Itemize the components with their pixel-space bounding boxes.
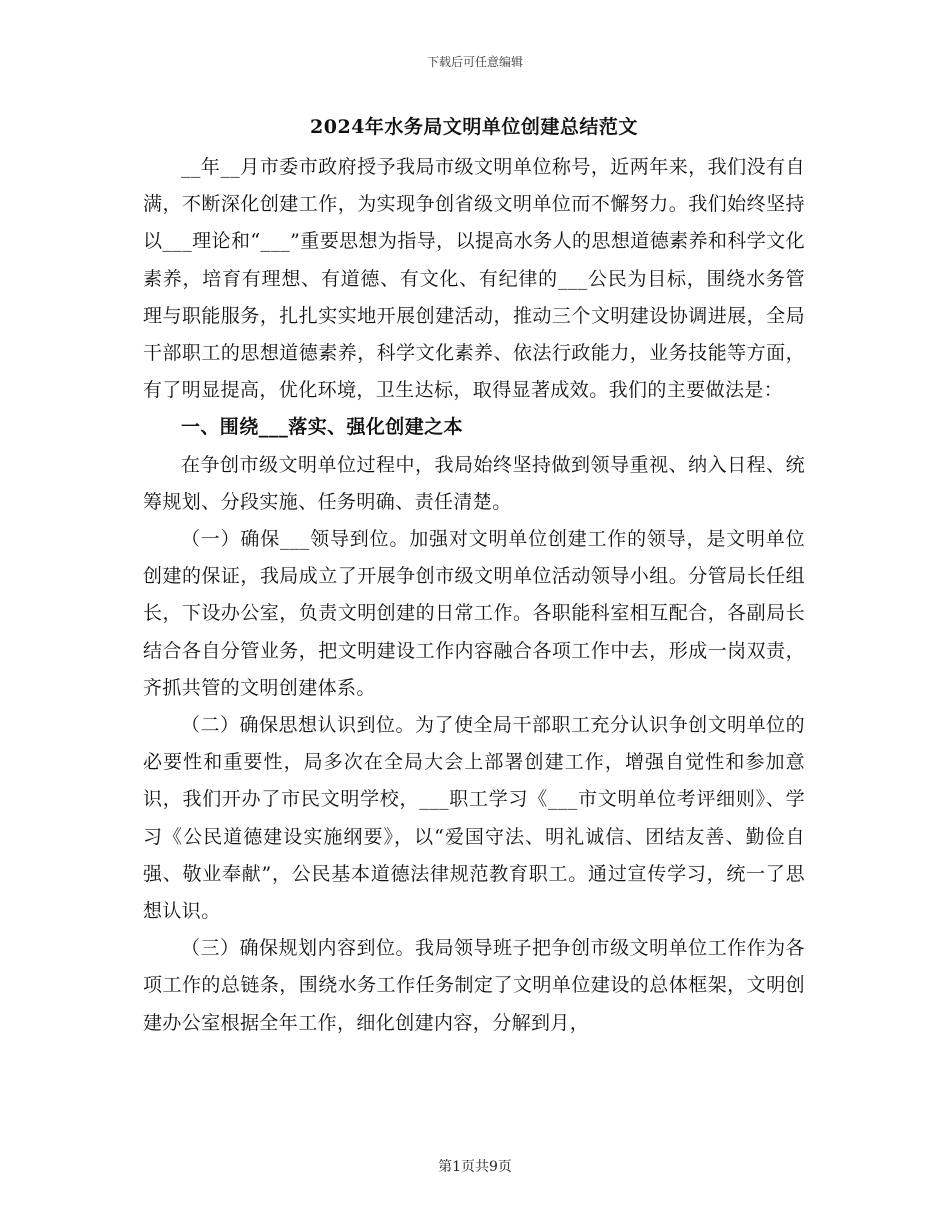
page-number: 第1页共9页 [438, 1159, 512, 1175]
document-body [143, 113, 805, 1042]
paragraph-section-1-intro: 在争创市级文明单位过程中，我局始终坚持做到领导重视、纳入日程、统筹规划、分段实施、任务明确、责任清楚。 [143, 453, 805, 513]
section-heading-1: 一、围绕___落实、强化创建之本 [181, 416, 463, 439]
document-title: 2024年水务局文明单位创建总结范文 [310, 116, 638, 138]
paragraph-item-1: （一）确保___领导到位。加强对文明单位创建工作的领导，是文明单位创建的保证，我局成立了开展争创市级文明单位活动领导小组。分管局长任组长，下设办公室，负责文明创建的日常工作。各职能科室相互配合，各副局长结合各自分管业务，把文明建设工作内容融合各项工作中去，形成一岗双责，齐抓共管的文明创建体系。 [143, 528, 805, 699]
paragraph-item-2: （二）确保思想认识到位。为了使全局干部职工充分认识争创文明单位的必要性和重要性，局多次在全局大会上部署创建工作，增强自觉性和参加意识，我们开办了市民文明学校，___职工学习《___市文明单位考评细则》、学习《公民道德建设实施纲要》，以“爱国守法、明礼诚信、团结友善、勤俭自强、敬业奉献”，公民基本道德法律规范教育职工。通过宣传学习，统一了思想认识。 [143, 714, 805, 923]
page-header-note: 下载后可任意编辑 [426, 55, 523, 69]
paragraph-intro: __年__月市委市政府授予我局市级文明单位称号，近两年来，我们没有自满，不断深化创建工作，为实现争创省级文明单位而不懈努力。我们始终坚持以___理论和“___”重要思想为指导，以提高水务人的思想道德素养和科学文化素养，培育有理想、有道德、有文化、有纪律的___公民为目标，围绕水务管理与职能服务，扎扎实实地开展创建活动，推动三个文明建设协调进展，全局干部职工的思想道德素养，科学文化素养、依法行政能力，业务技能等方面，有了明显提高，优化环境，卫生达标，取得显著成效。我们的主要做法是： [143, 156, 805, 402]
paragraph-item-3: （三）确保规划内容到位。我局领导班子把争创市级文明单位工作作为各项工作的总链条，围绕水务工作任务制定了文明单位建设的总体框架，文明创建办公室根据全年工作，细化创建内容，分解到月， [143, 937, 805, 1034]
